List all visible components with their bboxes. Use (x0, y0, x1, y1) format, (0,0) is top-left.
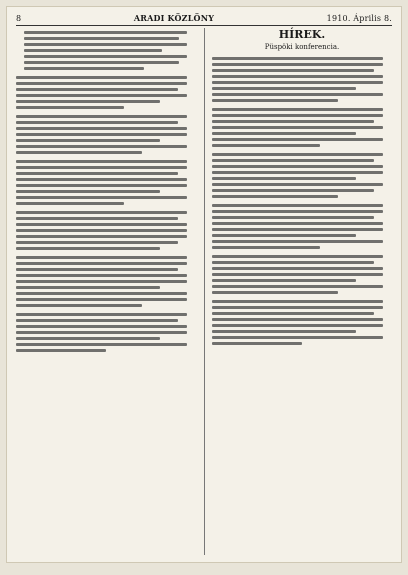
text-block (212, 255, 392, 294)
newspaper-page (6, 6, 402, 563)
column-divider (204, 28, 205, 555)
text-block (16, 76, 196, 109)
text-block (212, 57, 392, 102)
header-rule (16, 25, 392, 26)
newspaper-name: ARADI KÖZLÖNY (133, 13, 215, 23)
text-block (212, 108, 392, 147)
right-column (212, 28, 392, 555)
section-title: HÍREK. (278, 28, 326, 41)
text-block (16, 313, 196, 352)
left-column (16, 28, 196, 555)
text-block (16, 256, 196, 307)
page-header (16, 12, 392, 24)
text-block (16, 115, 196, 154)
text-block (212, 204, 392, 249)
issue-date: 1910. Április 8. (326, 13, 392, 23)
text-block (212, 153, 392, 198)
text-block (16, 160, 196, 205)
text-block (16, 211, 196, 250)
text-block (24, 31, 196, 70)
section-subtitle: Püspöki konferencia. (264, 43, 340, 51)
text-block (212, 300, 392, 345)
page-number: 8 (16, 13, 22, 23)
